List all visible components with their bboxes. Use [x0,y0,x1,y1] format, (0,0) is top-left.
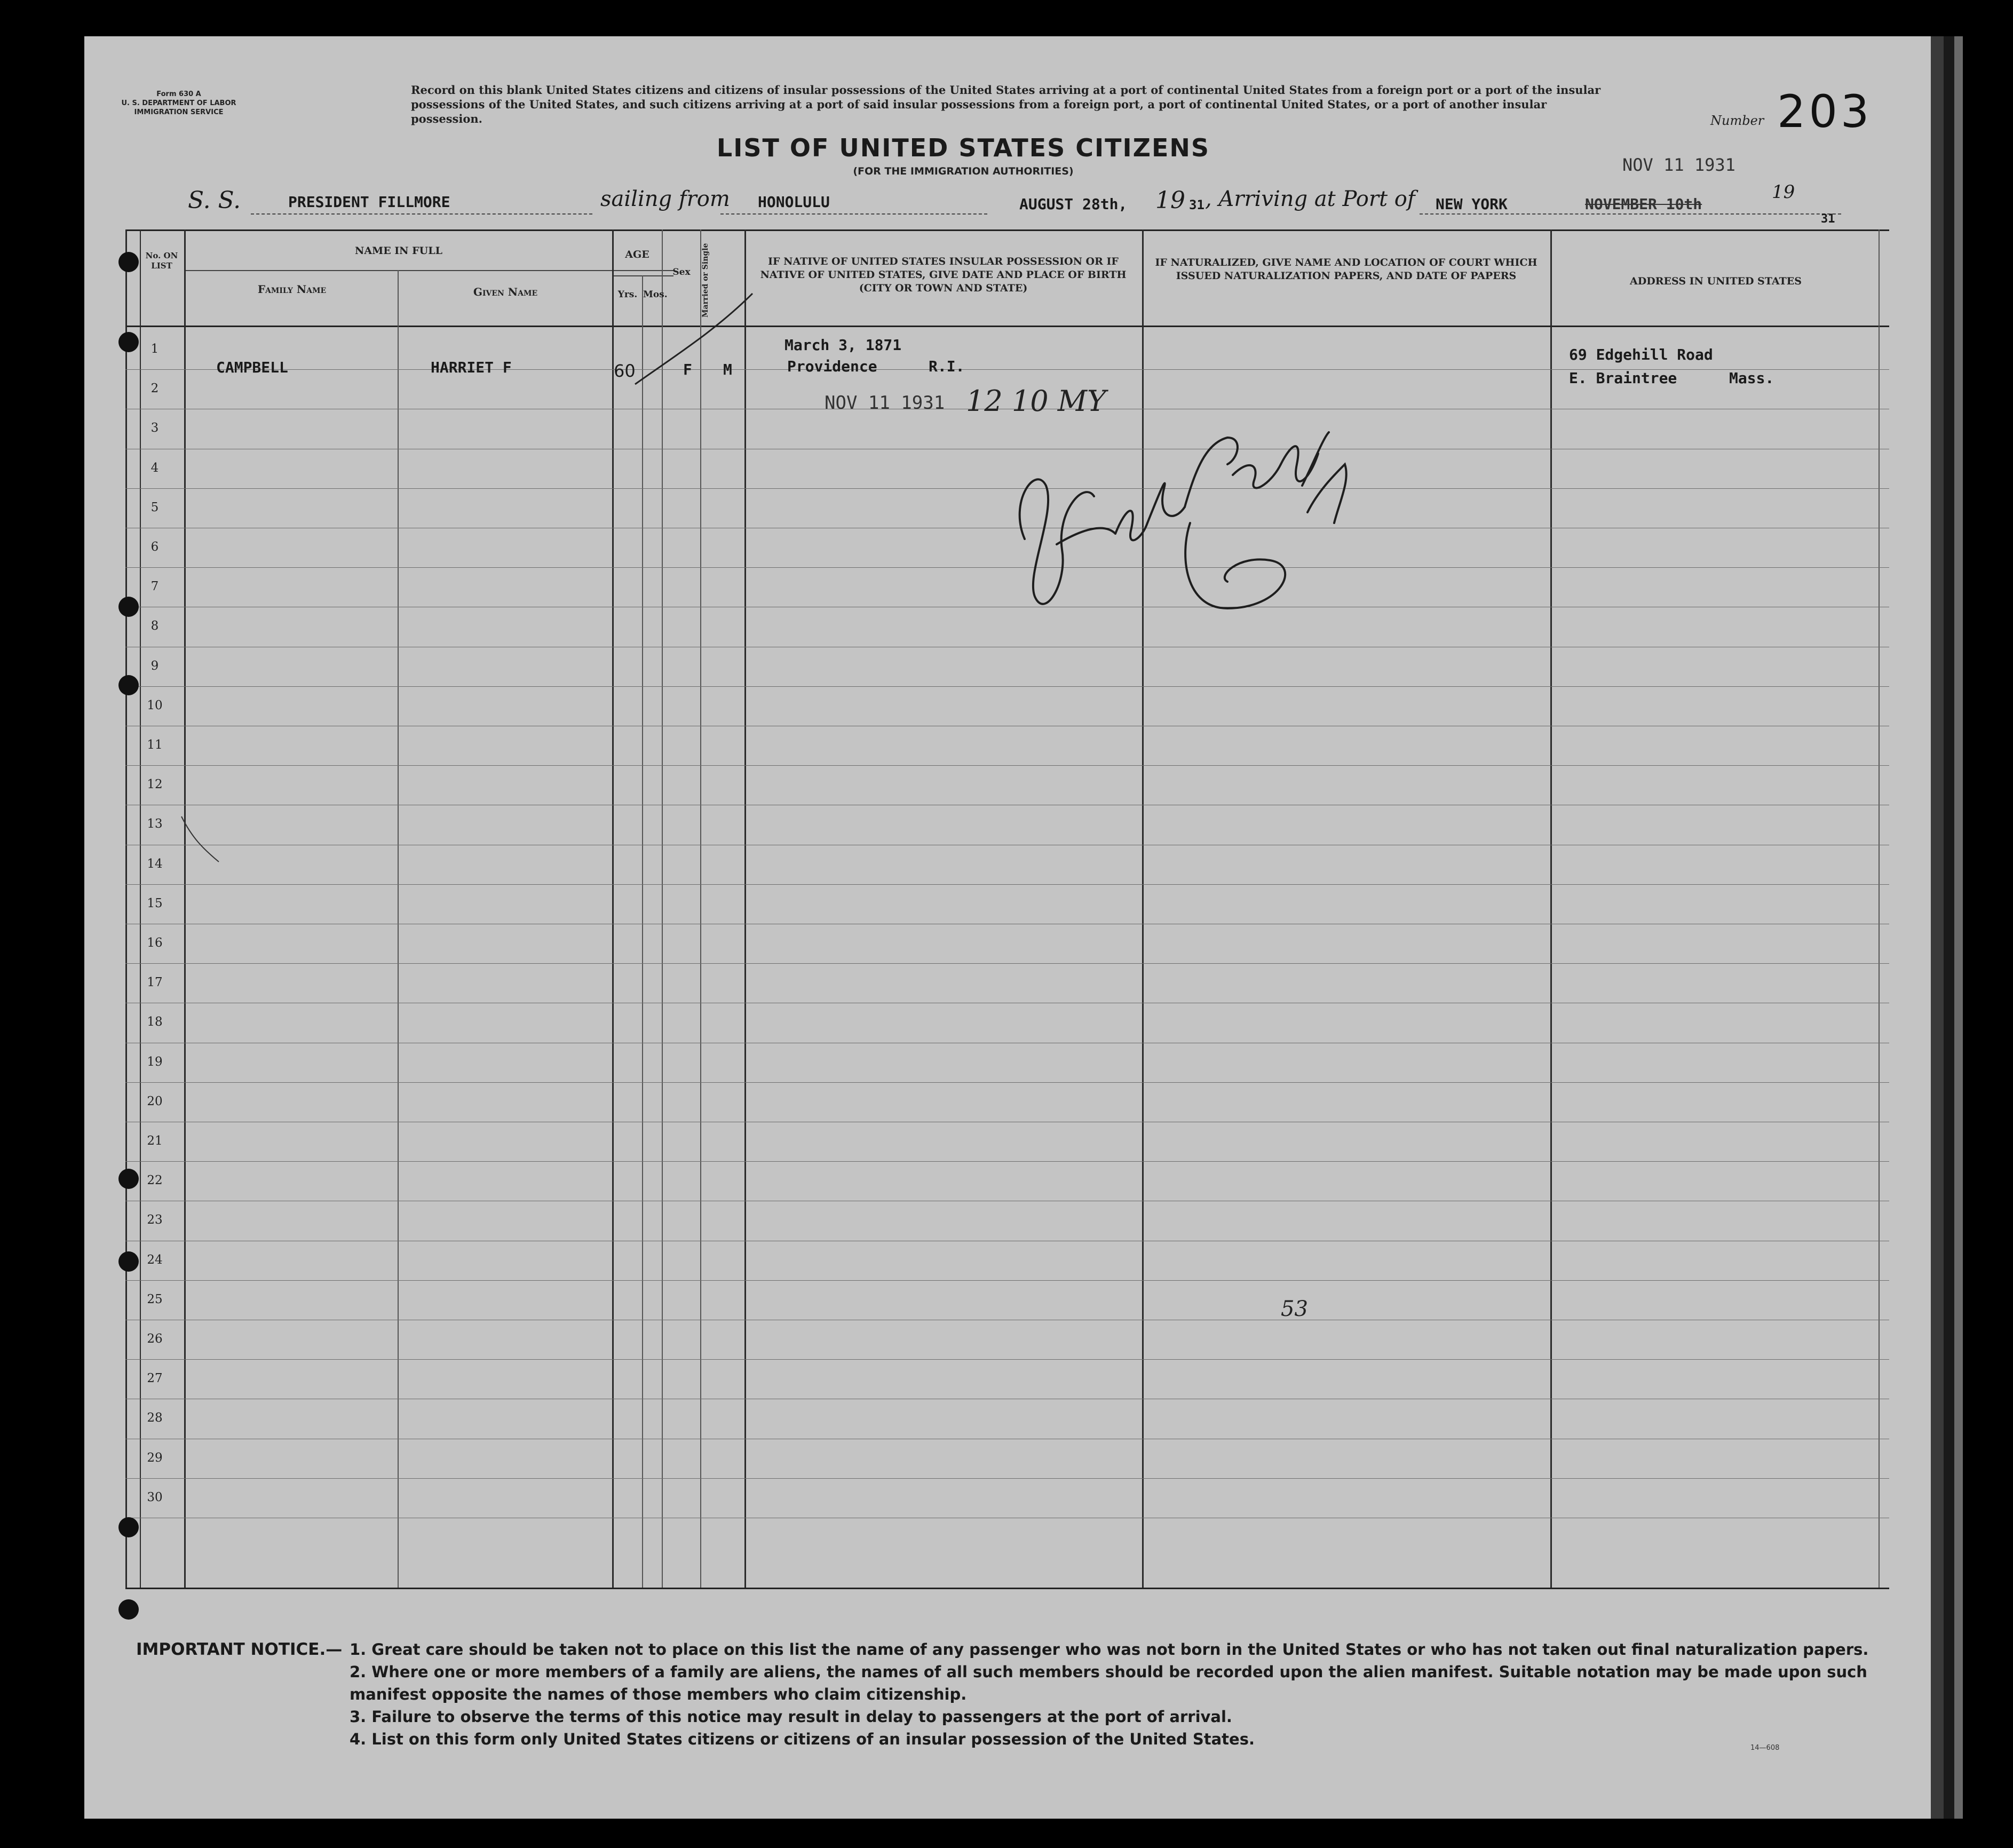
page-edge-shadow [1944,36,1954,1819]
row-number: 9 [150,659,159,673]
row-number: 20 [147,1094,163,1108]
row-number: 30 [147,1490,163,1504]
header-age: AGE [625,249,649,260]
address-state-cell: Mass. [1729,369,1774,387]
punch-hole [118,675,139,695]
row-number: 21 [147,1134,163,1148]
ship-name: PRESIDENT FILLMORE [288,193,450,211]
col-line [662,229,663,1588]
row-number: 23 [147,1213,163,1227]
header-family-name: Family Name [257,283,327,296]
header-age-mos: Mos. [643,289,668,300]
row-number: 19 [147,1055,163,1069]
arrival-year-prefix: 19 [1772,181,1795,203]
arriving-label: , Arriving at Port of [1205,187,1415,211]
handwritten-mark: 53 [1281,1297,1308,1321]
date-stamp: NOV 11 1931 [825,392,945,414]
given-name-cell: HARRIET F [431,359,512,376]
header-birth: IF NATIVE OF UNITED STATES INSULAR POSSESSION OR IF NATIVE OF UNITED STATES, GIVE DATE AND PLACE OF BIRTH (CITY OR TOWN AND STATE) [760,256,1127,294]
sailing-label: sailing from [600,187,730,211]
row-number: 2 [150,382,159,395]
punch-hole [118,1169,139,1189]
port-from-line [720,213,987,215]
row-rule [125,765,1889,766]
birth-state-cell: R.I. [929,358,965,375]
row-number: 18 [147,1015,163,1029]
header-sex: Sex [672,267,691,277]
row-number: 29 [147,1451,163,1465]
col-line [125,229,127,1588]
notice-heading: IMPORTANT NOTICE.— [136,1640,343,1659]
record-instruction: Record on this blank United States citizens and citizens of insular possessions of the United States arriving at a port of continental United States from a foreign port or a port of the insular possessions of the United States, and such citizens arriving at a port of said insular possessions from a foreign port, a port of continental United States, or a port of another insular possession. [411,83,1601,125]
birth-date-cell: March 3, 1871 [784,336,902,354]
row-rule [125,1082,1889,1083]
row-number: 22 [147,1173,163,1187]
notice-item: 1. Great care should be taken not to place on this list the name of any passenger who was not born in the United States or who has not taken out final naturalization papers. [350,1640,1869,1659]
port-to-line [1420,213,1841,215]
form-number: Form 630 A [156,90,201,98]
row-number: 12 [147,778,163,791]
row-number: 24 [147,1253,163,1267]
row-number: 5 [150,501,159,514]
notice-item: 4. List on this form only United States citizens or citizens of an insular possession of the United States. [350,1730,1255,1748]
manifest-page [84,36,1931,1819]
row-number: 26 [147,1332,163,1346]
row-number: 7 [150,580,159,593]
row-number: 14 [147,857,163,871]
row-number: 3 [150,421,159,435]
address-line2-cell: E. Braintree [1569,369,1677,387]
punch-hole [118,332,139,352]
header-address: ADDRESS IN UNITED STATES [1630,275,1802,287]
date-sailed: AUGUST 28th, [1019,195,1128,213]
row-rule [125,1359,1889,1360]
col-line [744,229,746,1588]
ship-line [251,213,592,215]
list-number: 203 [1777,85,1873,138]
row-rule [125,884,1889,885]
header-naturalized: IF NATURALIZED, GIVE NAME AND LOCATION OF COURT WHICH ISSUED NATURALIZATION PAPERS, AND DATE OF PAPERS [1155,257,1538,282]
row-number: 15 [147,897,163,910]
print-code: 14—608 [1750,1744,1780,1752]
margin-mark [176,811,224,864]
age-yrs-cell: 60 [614,361,636,381]
form-service: IMMIGRATION SERVICE [134,108,224,116]
row-number: 11 [147,738,163,752]
notice-item: 3. Failure to observe the terms of this notice may result in delay to passengers at the port of arrival. [350,1708,1232,1726]
year-prefix: 19 [1155,187,1185,214]
col-line [398,270,399,1588]
family-name-cell: CAMPBELL [216,359,288,376]
page-edge-outer [1954,36,1963,1819]
punch-hole [118,252,139,272]
row-number: 13 [147,817,163,831]
table-top-border [125,229,1889,231]
handwritten-note: 12 10 MY [966,384,1106,418]
date-arrived: NOVEMBER 10th [1585,195,1702,213]
form-department: U. S. DEPARTMENT OF LABOR [121,99,236,107]
port-from: HONOLULU [758,193,830,211]
header-no-on-list: No. ON LIST [145,251,178,271]
row-number: 4 [150,461,159,475]
header-name-in-full: NAME IN FULL [355,245,442,257]
birth-city-cell: Providence [787,358,877,375]
notice-items [350,1638,1897,1750]
ss-label: S. S. [188,187,241,214]
header-bottom-border [125,326,1889,327]
number-caption: Number [1710,113,1764,128]
row-number: 8 [150,619,159,633]
col-line [642,275,643,1588]
notice-item: 2. Where one or more members of a family are aliens, the names of all such members should be recorded upon the alien manifest. Suitable notation may be made upon such manifest opposite the names of those members who claim citizenship. [350,1663,1867,1703]
table-bottom-border [125,1588,1889,1589]
col-line [184,229,186,1588]
row-number: 28 [147,1411,163,1425]
page-title: LIST OF UNITED STATES CITIZENS [716,133,1210,162]
col-line [1550,229,1552,1588]
page-edge [1931,36,1944,1819]
address-line1-cell: 69 Edgehill Road [1569,346,1713,363]
row-rule [125,1280,1889,1281]
arrival-year: 31 [1821,212,1835,226]
row-number: 25 [147,1292,163,1306]
punch-hole [118,597,139,617]
row-rule [125,686,1889,687]
row-number: 6 [150,540,159,554]
row-number: 16 [147,936,163,950]
row-number: 1 [150,342,159,356]
port-to: NEW YORK [1436,195,1508,213]
year-sailed: 31 [1189,197,1204,212]
tick-mark [630,288,758,395]
name-subheader-line [185,270,674,271]
sex-cell: F [683,361,692,378]
marital-cell: M [723,361,732,378]
row-rule [125,1478,1889,1479]
row-number: 10 [147,699,163,712]
row-rule [125,963,1889,964]
row-number: 27 [147,1371,163,1385]
form-reference [109,90,248,117]
header-given-name: Given Name [473,285,538,298]
header-married-single: Married or Single [701,243,710,318]
header-age-yrs: Yrs. [617,289,638,300]
row-number: 17 [147,975,163,989]
col-line [612,229,614,1588]
inspector-signature [1003,406,1356,630]
col-line [700,229,701,1588]
punch-hole [118,1599,139,1620]
received-stamp-top: NOV 11 1931 [1622,155,1735,175]
punch-hole [118,1251,139,1272]
punch-hole [118,1517,139,1537]
page-subtitle: (FOR THE IMMIGRATION AUTHORITIES) [853,165,1074,177]
col-line [1879,229,1880,1588]
row-rule [125,1161,1889,1162]
